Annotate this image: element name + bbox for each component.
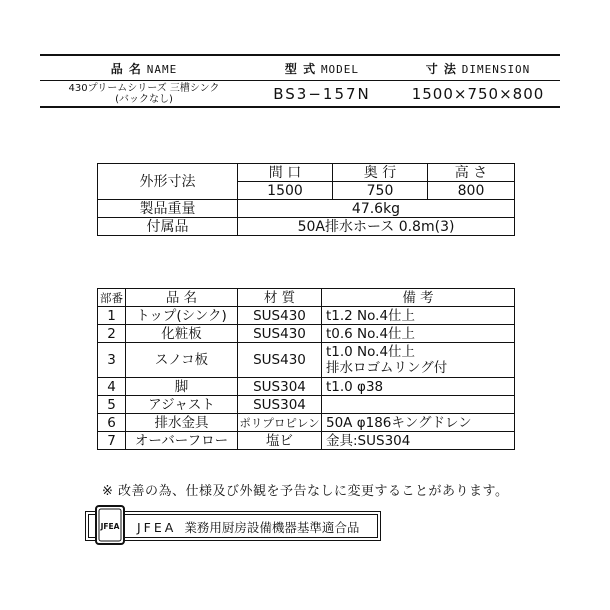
part-material: SUS430 bbox=[238, 307, 322, 325]
table-row bbox=[98, 325, 515, 343]
jfea-certification-box bbox=[88, 514, 378, 538]
part-remarks: 金具:SUS304 bbox=[322, 432, 515, 450]
table-row bbox=[98, 414, 515, 432]
part-remarks bbox=[322, 396, 515, 414]
part-no: 1 bbox=[98, 307, 126, 325]
dimension-label-ja: 寸 法 bbox=[425, 61, 457, 76]
part-name: 排水金具 bbox=[126, 414, 238, 432]
product-name-cell bbox=[40, 81, 248, 108]
part-name: スノコ板 bbox=[126, 343, 238, 378]
part-name: 脚 bbox=[126, 378, 238, 396]
width-value: 1500 bbox=[238, 182, 333, 200]
part-material: 塩ビ bbox=[238, 432, 322, 450]
part-no: 2 bbox=[98, 325, 126, 343]
part-no: 6 bbox=[98, 414, 126, 432]
name-label-en: NAME bbox=[146, 62, 178, 76]
parts-header-no: 部番 bbox=[98, 289, 126, 307]
part-no: 4 bbox=[98, 378, 126, 396]
spec-table bbox=[97, 163, 515, 236]
part-remarks: t0.6 No.4仕上 bbox=[322, 325, 515, 343]
part-name: オーバーフロー bbox=[126, 432, 238, 450]
table-row bbox=[98, 378, 515, 396]
part-name: トップ(シンク) bbox=[126, 307, 238, 325]
part-material: SUS304 bbox=[238, 378, 322, 396]
part-remarks: 50A φ186キングドレン bbox=[322, 414, 515, 432]
part-material: SUS430 bbox=[238, 343, 322, 378]
weight-value: 47.6kg bbox=[238, 200, 515, 218]
parts-table bbox=[97, 288, 515, 450]
parts-header-name: 品 名 bbox=[126, 289, 238, 307]
depth-value: 750 bbox=[333, 182, 428, 200]
model-label-en: MODEL bbox=[320, 62, 360, 76]
product-header-table bbox=[40, 54, 560, 108]
model-value: BS3−157N bbox=[248, 81, 396, 108]
part-no: 3 bbox=[98, 343, 126, 378]
table-row bbox=[98, 396, 515, 414]
part-name: アジャスト bbox=[126, 396, 238, 414]
jfea-code: JFEA bbox=[137, 520, 177, 535]
part-no: 7 bbox=[98, 432, 126, 450]
model-label-ja: 型 式 bbox=[284, 61, 317, 76]
product-name-line1: 430プリームシリーズ 三槽シンク bbox=[68, 83, 220, 94]
part-remarks bbox=[322, 343, 515, 378]
depth-label: 奥 行 bbox=[333, 164, 428, 182]
part-no: 5 bbox=[98, 396, 126, 414]
part-material: SUS430 bbox=[238, 325, 322, 343]
jfea-text bbox=[137, 518, 359, 536]
outer-dimension-label: 外形寸法 bbox=[98, 164, 238, 200]
dimension-value: 1500×750×800 bbox=[396, 81, 560, 108]
part-material: ポリプロピレン bbox=[239, 415, 320, 430]
part-material: SUS304 bbox=[238, 396, 322, 414]
weight-label: 製品重量 bbox=[98, 200, 238, 218]
parts-header-remarks: 備 考 bbox=[322, 289, 515, 307]
part-remarks: t1.0 φ38 bbox=[322, 378, 515, 396]
product-name-line2: (バックなし) bbox=[115, 94, 173, 105]
name-column-header bbox=[40, 55, 248, 81]
parts-header-material: 材 質 bbox=[238, 289, 322, 307]
height-label: 高 さ bbox=[428, 164, 515, 182]
table-row bbox=[98, 307, 515, 325]
width-label: 間 口 bbox=[238, 164, 333, 182]
part-name: 化粧板 bbox=[126, 325, 238, 343]
jfea-description: 業務用厨房設備機器基準適合品 bbox=[184, 520, 360, 535]
part-remarks-line1: t1.0 No.4仕上 bbox=[326, 344, 416, 360]
table-row bbox=[98, 432, 515, 450]
table-row bbox=[98, 343, 515, 378]
accessory-label: 付属品 bbox=[98, 218, 238, 236]
part-remarks: t1.2 No.4仕上 bbox=[322, 307, 515, 325]
part-remarks-line2: 排水ロゴムリング付 bbox=[326, 360, 448, 376]
jfea-logo bbox=[95, 505, 125, 545]
name-label-ja: 品 名 bbox=[110, 61, 142, 76]
change-notice: ※ 改善の為、仕様及び外観を予告なしに変更することがあります。 bbox=[102, 484, 509, 499]
dimension-column-header bbox=[396, 55, 560, 81]
jfea-logo-text: JFEA bbox=[100, 522, 120, 531]
model-column-header bbox=[248, 55, 396, 81]
dimension-label-en: DIMENSION bbox=[461, 62, 531, 76]
accessory-value: 50A排水ホース 0.8m(3) bbox=[238, 218, 515, 236]
height-value: 800 bbox=[428, 182, 515, 200]
